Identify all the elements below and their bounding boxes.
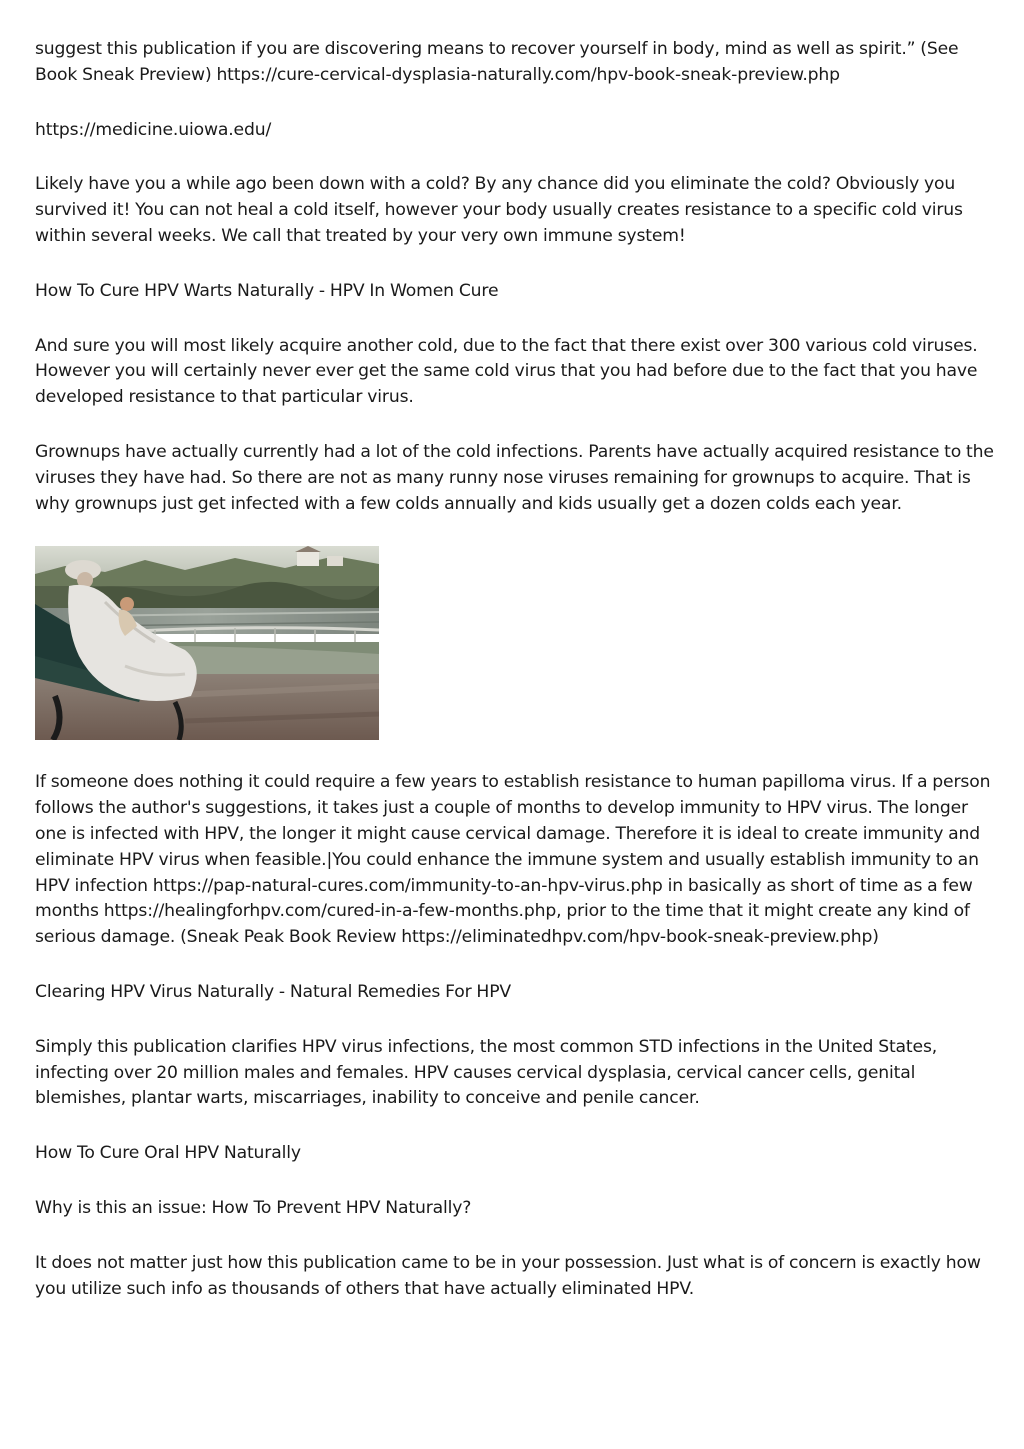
paragraph-publication: Simply this publication clarifies HPV virus infections, the most common STD infections in the United States, infecting over 20 million males and females. HPV causes cervical dysplasia, cervical cancer cells, genital blemishes, plantar warts, miscarriages, inability to conceive and penile cancer.: [35, 1036, 938, 1109]
heading-clearing-hpv: Clearing HPV Virus Naturally - Natural Remedies For HPV: [35, 981, 512, 1002]
document-page: [35, 37, 995, 1331]
painting-image: [35, 546, 379, 740]
heading-prevent-hpv: Why is this an issue: How To Prevent HPV Naturally?: [35, 1197, 472, 1218]
paragraph-cold: Likely have you a while ago been down with a cold? By any chance did you eliminate the cold? Obviously you survived it! You can not heal a cold itself, however your body usually creates resistance to a specific cold virus within several weeks. We call that treated by your very own immune system!: [35, 174, 963, 246]
paragraph-possession: It does not matter just how this publication came to be in your possession. Just what is of concern is exactly how you utilize such info as thousands of others that have actually eliminated HPV.: [35, 1252, 981, 1299]
heading-oral-hpv: How To Cure Oral HPV Naturally: [35, 1143, 301, 1164]
paragraph-grownups: Grownups have actually currently had a lot of the cold infections. Parents have actually acquired resistance to the viruses they have had. So there are not as many runny nose viruses remaining for grownups to acquire. That is why grownups just get infected with a few colds annually and kids usually get a dozen colds each year.: [35, 441, 994, 514]
paragraph-link: https://medicine.uiowa.edu/: [35, 119, 272, 140]
painting-woman-on-bench-icon: [35, 546, 379, 740]
paragraph-immunity: If someone does nothing it could require a few years to establish resistance to human papilloma virus. If a person follows the author's suggestions, it takes just a couple of months to develop immunity to HPV virus. The longer one is infected with HPV, the longer it might cause cervical damage. Therefore it is ideal to create immunity and eliminate HPV virus when feasible.|You could enhance the immune system and usually establish immunity to an HPV infection https://pap-natural-cures.com/immunity-to-an-hpv-virus.php in basically as short of time as a few months https://healingforhpv.com/cured-in-a-few-months.php, prior to the time that it might create any kind of serious damage. (Sneak Peak Book Review https://eliminatedhpv.com/hpv-book-sneak-preview.php): [35, 772, 991, 948]
heading-hpv-warts: How To Cure HPV Warts Naturally - HPV In Women Cure: [35, 280, 499, 301]
paragraph-another-cold: And sure you will most likely acquire another cold, due to the fact that there exist over 300 various cold viruses. However you will certainly never ever get the same cold virus that you had before due to the fact that you have developed resistance to that particular virus.: [35, 335, 978, 408]
paragraph-intro: suggest this publication if you are discovering means to recover yourself in body, mind as well as spirit.” (See Book Sneak Preview) https://cure-cervical-dysplasia-naturally.com/hpv-book-sneak-preview.php: [35, 39, 959, 85]
